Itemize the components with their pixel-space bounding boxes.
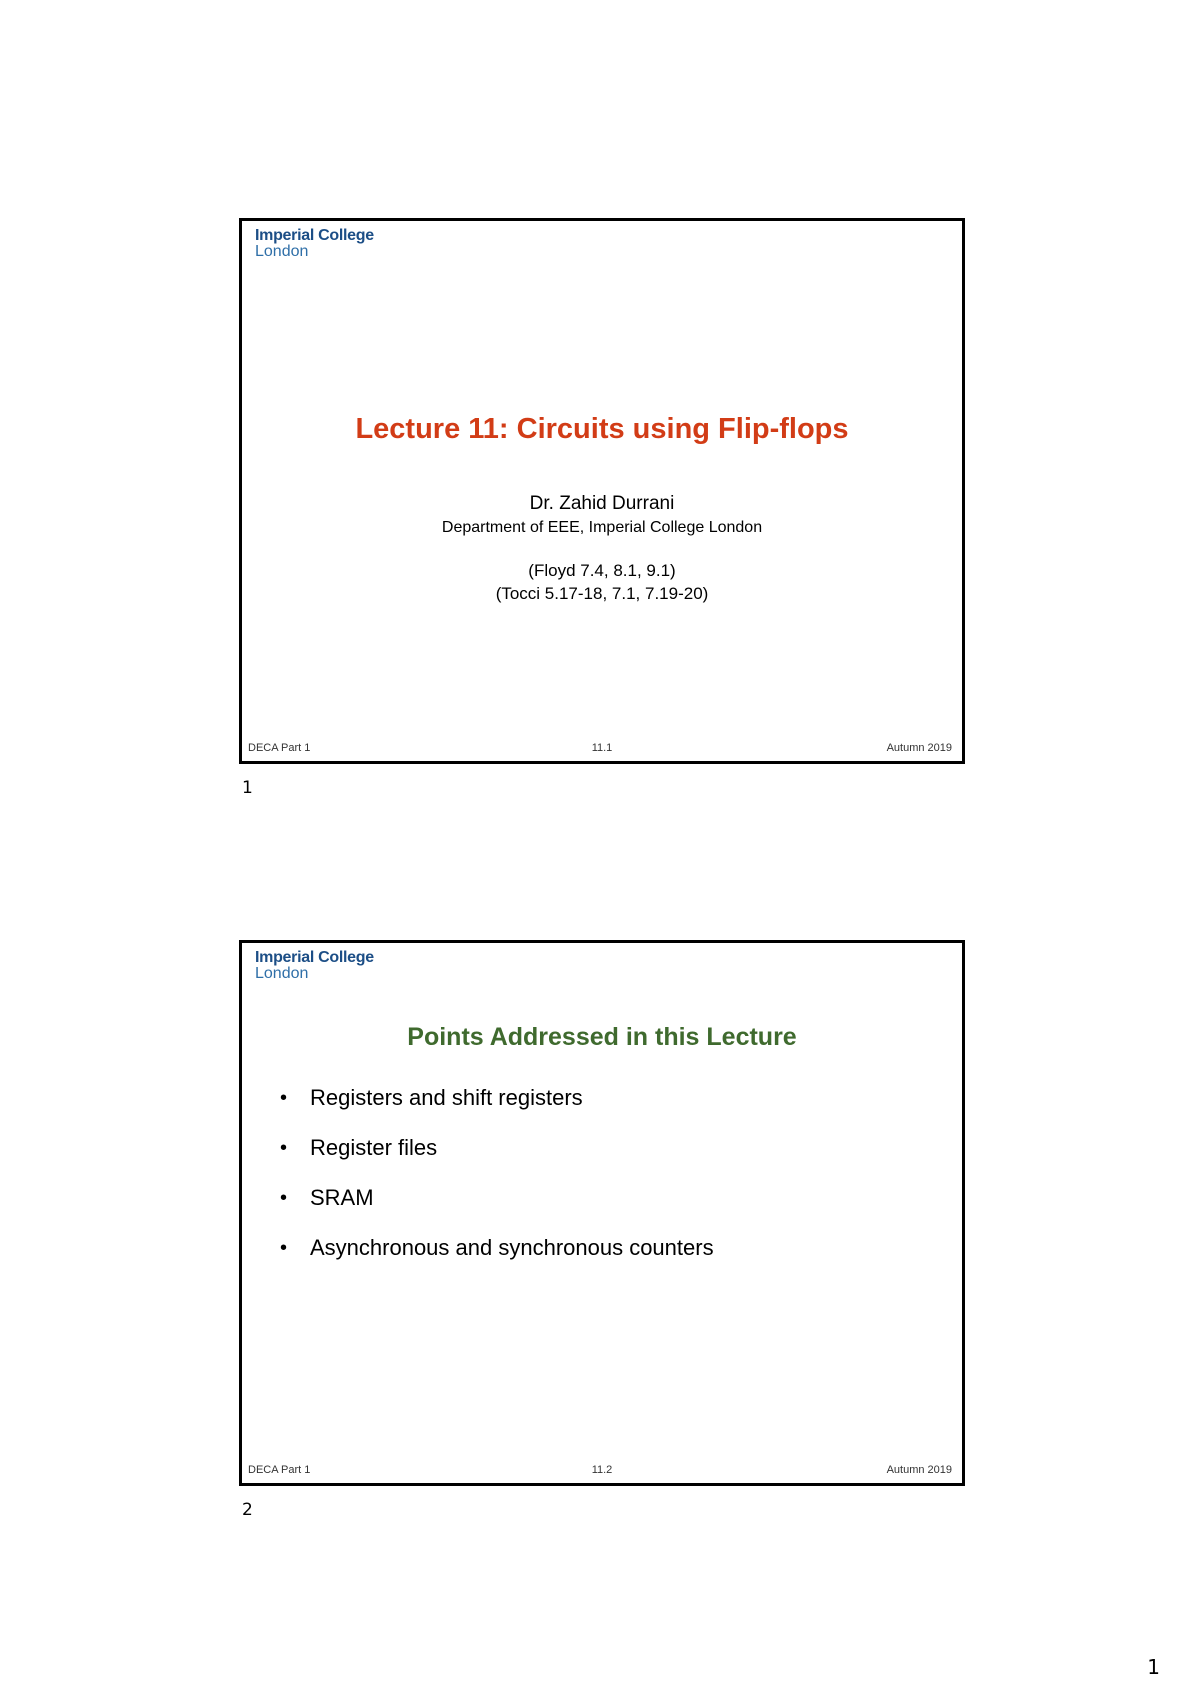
slide-title: Lecture 11: Circuits using Flip-flops (355, 413, 849, 445)
footer-term: Autumn 2019 (886, 1464, 952, 1476)
slide-index: 1 (242, 778, 253, 798)
bullet-dot-icon: • (280, 1137, 288, 1159)
footer-course: DECA Part 1 (248, 742, 311, 754)
bullet-dot-icon: • (280, 1087, 288, 1109)
slide-1 (239, 218, 965, 764)
slide-footer (242, 742, 962, 758)
list-item (280, 1085, 714, 1135)
author-name: Dr. Zahid Durrani (529, 493, 675, 514)
footer-term: Autumn 2019 (886, 742, 952, 754)
footer-slide-number: 11.2 (591, 1464, 613, 1476)
bullet-dot-icon: • (280, 1187, 288, 1209)
bullet-list (280, 1085, 714, 1285)
slide-title: Points Addressed in this Lecture (407, 1023, 797, 1051)
logo-line-1: Imperial College (255, 227, 374, 244)
list-item (280, 1235, 714, 1285)
slide-index: 2 (242, 1500, 253, 1520)
bullet-dot-icon: • (280, 1237, 288, 1259)
slide-footer (242, 1464, 962, 1480)
department: Department of EEE, Imperial College London (441, 519, 763, 536)
list-item (280, 1135, 714, 1185)
reference-tocci: (Tocci 5.17-18, 7.1, 7.19-20) (495, 584, 709, 603)
bullet-text: Register files (310, 1135, 438, 1160)
footer-slide-number: 11.1 (591, 742, 613, 754)
bullet-text: SRAM (310, 1185, 374, 1210)
reference-floyd: (Floyd 7.4, 8.1, 9.1) (528, 561, 676, 580)
logo-line-1: Imperial College (255, 949, 374, 966)
slide-2 (239, 940, 965, 1486)
footer-course: DECA Part 1 (248, 1464, 311, 1476)
imperial-college-logo (255, 228, 374, 260)
list-item (280, 1185, 714, 1235)
bullet-text: Registers and shift registers (310, 1085, 583, 1110)
logo-line-2: London (255, 243, 309, 260)
logo-line-2: London (255, 965, 309, 982)
imperial-college-logo (255, 950, 374, 982)
page-number: 1 (1147, 1655, 1160, 1679)
bullet-text: Asynchronous and synchronous counters (310, 1235, 714, 1260)
